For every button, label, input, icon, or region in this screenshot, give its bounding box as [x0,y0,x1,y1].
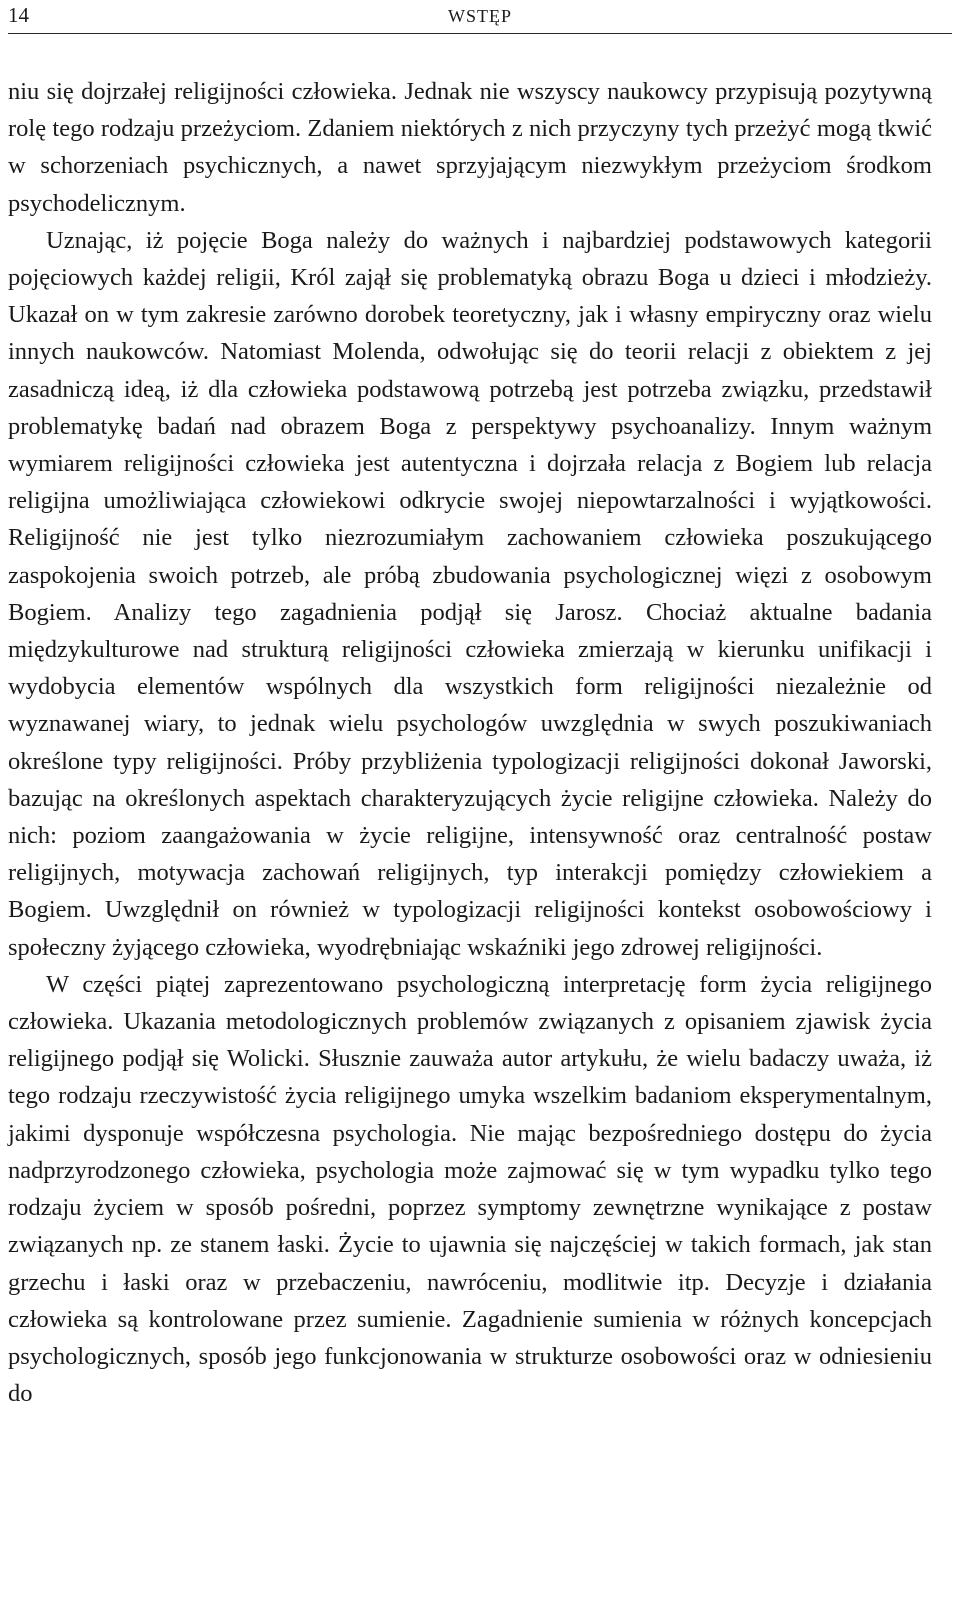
body-text [8,73,932,1412]
section-title: WSTĘP [447,6,512,26]
paragraph-obraz-boga: Uznając, iż pojęcie Boga należy do ważnych i najbardziej podstawowych kategorii pojęciowych każdej religii, Król zajął się problematyką obrazu Boga u dzieci i młodzieży. Ukazał on w tym zakresie zarówno dorobek teoretyczny, jak i własny empiryczny oraz wielu innych naukowców. Natomiast Molenda, odwołując się do teorii relacji z obiektem z jej zasadniczą ideą, iż dla człowieka podstawową potrzebą jest potrzeba związku, przedstawił problematykę badań nad obrazem Boga z perspektywy psychoanalizy. Innym ważnym wymiarem religijności człowieka jest autentyczna i dojrzała relacja z Bogiem lub relacja religijna umożliwiająca człowiekowi odkrycie swojej niepowtarzalności i wyjątkowości. Religijność nie jest tylko niezrozumiałym zachowaniem człowieka poszukującego zaspokojenia swoich potrzeb, ale próbą zbudowania psychologicznej więzi z osobowym Bogiem. Analizy tego zagadnienia podjął się Jarosz. Chociaż aktualne badania międzykulturowe nad strukturą religijności człowieka zmierzają w kierunku unifikacji i wydobycia elementów wspólnych dla wszystkich form religijności niezależnie od wyznawanej wiary, to jednak wielu psychologów uwzględnia w swych poszukiwaniach określone typy religijności. Próby przybliżenia typologizacji religijności dokonał Jaworski, bazując na określonych aspektach charakteryzujących życie religijne człowieka. Należy do nich: poziom zaangażowania w życie religijne, intensywność oraz centralność postaw religijnych, motywacja zachowań religijnych, typ interakcji pomiędzy człowiekiem a Bogiem. Uwzględnił on również w typologizacji religijności kontekst osobowościowy i społeczny żyjącego człowieka, wyodrębniając wskaźniki jego zdrowej religijności. [8,226,932,961]
running-header [8,0,952,34]
paragraph-czesc-piata: W części piątej zaprezentowano psychologiczną interpretację form życia religijnego człowieka. Ukazania metodologicznych problemów związanych z opisaniem zjawisk życia religijnego podjął się Wolicki. Słusznie zauważa autor artykułu, że wielu badaczy uważa, iż tego rodzaju rzeczywistość życia religijnego umyka wszelkim badaniom eksperymentalnym, jakimi dysponuje współczesna psychologia. Nie mając bezpośredniego dostępu do życia nadprzyrodzonego człowieka, psychologia może zajmować się w tym wypadku tylko tego rodzaju życiem w sposób pośredni, poprzez symptomy zewnętrzne wynikające z postaw związanych np. ze stanem łaski. Życie to ujawnia się najczęściej w takich formach, jak stan grzechu i łaski oraz w przebaczeniu, nawróceniu, modlitwie itp. Decyzje i działania człowieka są kontrolowane przez sumienie. Zagadnienie sumienia w różnych koncepcjach psychologicznych, sposób jego funkcjonowania w strukturze osobowości oraz w odniesieniu do [8,970,932,1408]
page-number: 14 [8,3,29,27]
paragraph-continued: niu się dojrzałej religijności człowieka. Jednak nie wszyscy naukowcy przypisują pozytywną rolę tego rodzaju przeżyciom. Zdaniem niektórych z nich przyczyny tych przeżyć mogą tkwić w schorzeniach psychicznych, a nawet sprzyjającym niezwykłym przeżyciom środkom psychodelicznym. [8,78,932,217]
